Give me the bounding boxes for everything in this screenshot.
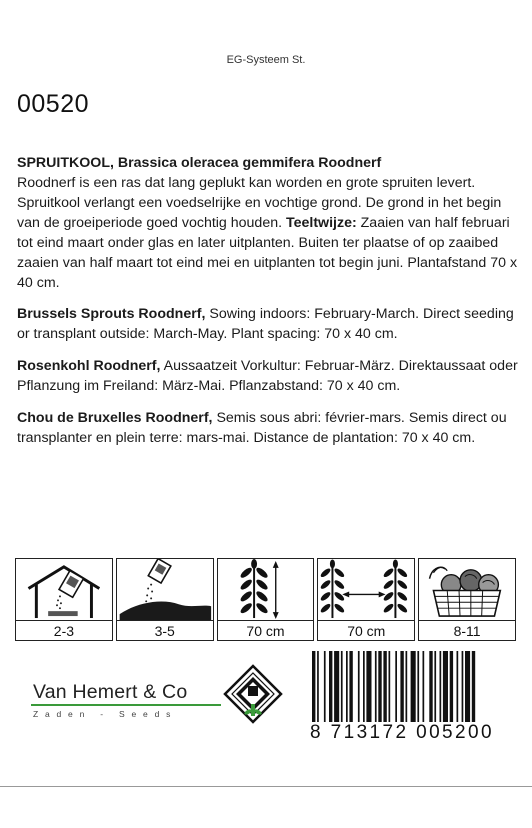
brand-divider <box>31 704 221 706</box>
icon-cell-plant-spacing <box>317 558 415 641</box>
product-code: 00520 <box>17 90 90 118</box>
german-section <box>17 356 522 396</box>
eg-system-label: EG-Systeem St. <box>226 54 306 66</box>
cultivation-icon-strip <box>15 558 516 641</box>
english-section <box>17 304 522 344</box>
french-name: Chou de Bruxelles Roodnerf, <box>17 410 213 426</box>
dutch-section <box>17 153 522 293</box>
plant-spacing-icon <box>318 559 414 621</box>
english-name: Brussels Sprouts Roodnerf, <box>17 306 206 322</box>
barcode-icon <box>310 651 520 733</box>
greenhouse-sowing-icon <box>16 559 112 621</box>
company-logo-icon <box>223 664 283 724</box>
icon-value: 8-11 <box>453 622 481 639</box>
description-block <box>17 153 522 460</box>
harvest-basket-icon <box>419 559 515 621</box>
icon-value: 2-3 <box>53 622 75 639</box>
bottom-divider <box>0 786 532 787</box>
icon-value: 70 cm <box>347 622 386 639</box>
outdoor-sowing-icon <box>117 559 213 621</box>
icon-cell-greenhouse <box>15 558 113 641</box>
french-body: Semis sous abri: février-mars. Semis direct ou transplanter en plein terre: mars-mai. Distance de plantation: 70 x 40 cm. <box>17 410 507 446</box>
dutch-title: SPRUITKOOL, Brassica oleracea gemmifera Roodnerf <box>17 155 382 171</box>
teeltwijze-label: Teeltwijze: <box>286 215 357 231</box>
brand-tagline: Zaden - Seeds <box>33 709 178 719</box>
icon-cell-harvest <box>418 558 516 641</box>
dutch-body-1: Roodnerf is een ras dat lang geplukt kan worden en grote spruiten levert. Spruitkool verlangt een voedselrijke en vochtige grond. De grond in het begin van de groeiperiode goed vochtig houden. <box>17 175 502 231</box>
icon-value: 3-5 <box>154 622 175 639</box>
german-name: Rosenkohl Roodnerf, <box>17 358 161 374</box>
icon-cell-outdoor <box>116 558 214 641</box>
dutch-body-2: Zaaien van half februari tot eind maart onder glas en later uitplanten. Buiten ter plaatse of op zaaibed zaaien van half maart tot eind mei en uitplanten tot begin juni. Plantafstand 70 x 40 cm. <box>17 215 518 291</box>
icon-cell-row-spacing <box>217 558 315 641</box>
brand-name: Van Hemert & Co <box>33 681 188 703</box>
french-section <box>17 408 522 448</box>
german-body: Aussaatzeit Vorkultur: Februar-März. Direktaussaat oder Pflanzung im Freiland: März-Mai. Pflanzabstand: 70 x 40 cm. <box>17 358 518 394</box>
icon-value: 70 cm <box>246 622 285 639</box>
barcode-digits: 8 713172 005200 <box>304 722 524 744</box>
row-spacing-icon <box>218 559 314 621</box>
english-body: Sowing indoors: February-March. Direct seeding or transplant outside: March-May. Plant spacing: 70 x 40 cm. <box>17 306 514 342</box>
